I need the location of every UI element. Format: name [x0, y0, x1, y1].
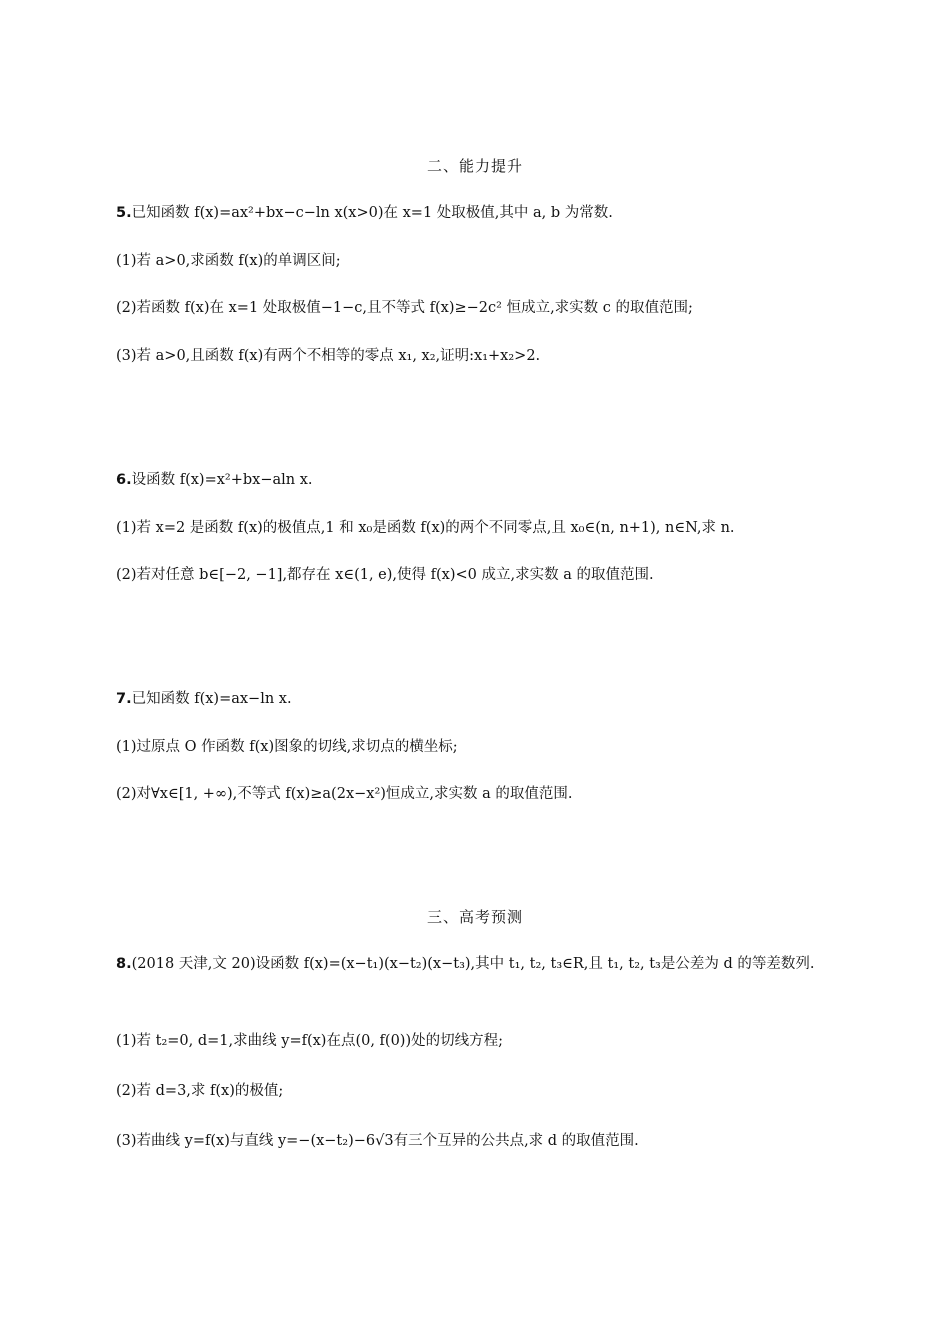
question-8-part-3: (3)若曲线 y=f(x)与直线 y=−(x−t₂)−6√3有三个互异的公共点,求 d 的取值范围. — [116, 1133, 639, 1149]
question-8-number: 8. — [116, 956, 132, 972]
question-5-number: 5. — [116, 205, 132, 221]
question-7-stem — [116, 688, 840, 710]
question-6-number: 6. — [116, 472, 132, 488]
question-5-part-3: (3)若 a>0,且函数 f(x)有两个不相等的零点 x₁, x₂,证明:x₁+x₂>2. — [116, 348, 541, 364]
section-heading-ability: 二、能力提升 — [426, 157, 523, 175]
question-5-text: 已知函数 f(x)=ax²+bx−c−ln x(x>0)在 x=1 处取极值,其中 a, b 为常数. — [131, 205, 613, 221]
question-5-part-2: (2)若函数 f(x)在 x=1 处取极值−1−c,且不等式 f(x)≥−2c² 恒成立,求实数 c 的取值范围; — [116, 300, 693, 316]
question-8-text: (2018 天津,文 20)设函数 f(x)=(x−t₁)(x−t₂)(x−t₃),其中 t₁, t₂, t₃∈R,且 t₁, t₂, t₃是公差为 d 的等差数列. — [131, 956, 815, 972]
question-7-number: 7. — [116, 691, 132, 707]
question-7-text: 已知函数 f(x)=ax−ln x. — [131, 691, 292, 707]
question-6-part-2: (2)若对任意 b∈[−2, −1],都存在 x∈(1, e),使得 f(x)<0 成立,求实数 a 的取值范围. — [116, 567, 654, 583]
question-8-part-1: (1)若 t₂=0, d=1,求曲线 y=f(x)在点(0, f(0))处的切线方程; — [116, 1033, 504, 1049]
question-8-stem — [116, 953, 840, 975]
question-7-part-2: (2)对∀x∈[1, +∞),不等式 f(x)≥a(2x−x²)恒成立,求实数 a 的取值范围. — [116, 786, 573, 802]
question-6-part-1: (1)若 x=2 是函数 f(x)的极值点,1 和 x₀是函数 f(x)的两个不同零点,且 x₀∈(n, n+1), n∈N,求 n. — [116, 520, 735, 536]
question-8-part-2: (2)若 d=3,求 f(x)的极值; — [116, 1083, 284, 1099]
question-5-part-1: (1)若 a>0,求函数 f(x)的单调区间; — [116, 253, 341, 269]
section-heading-exam-forecast: 三、高考预测 — [426, 908, 523, 926]
question-7-part-1: (1)过原点 O 作函数 f(x)图象的切线,求切点的横坐标; — [116, 739, 458, 755]
question-6-stem — [116, 469, 840, 491]
question-6-text: 设函数 f(x)=x²+bx−aln x. — [131, 472, 313, 488]
question-5-stem — [116, 202, 840, 224]
